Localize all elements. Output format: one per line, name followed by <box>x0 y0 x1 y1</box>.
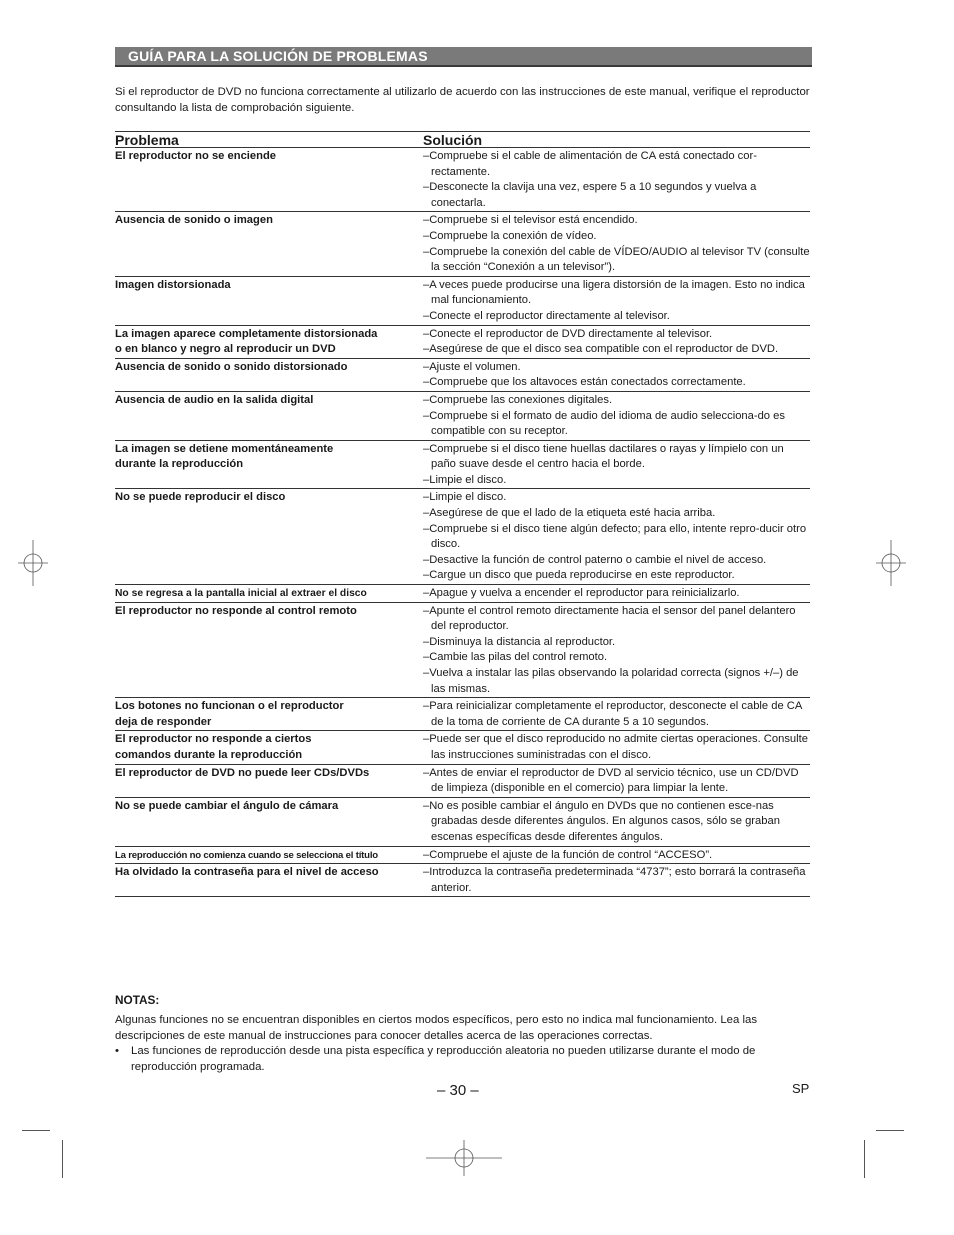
table-row <box>115 603 810 699</box>
solution-cell <box>423 277 810 325</box>
crop-mark-right-v <box>864 1140 865 1178</box>
table-row <box>115 392 810 441</box>
crop-mark-left-v <box>62 1140 63 1178</box>
registration-mark-left-icon <box>18 540 48 586</box>
table-row <box>115 698 810 731</box>
solution-item: –Asegúrese de que el lado de la etiqueta esté hacia arriba. <box>423 507 716 520</box>
solution-cell <box>423 864 810 896</box>
bullet-text: Las funciones de reproducción desde una pista específica y reproducción aleatoria no pueden utilizarse durante el modo de reproducción programada. <box>131 1045 756 1073</box>
solution-cell <box>423 765 810 797</box>
table-row <box>115 277 810 326</box>
solution-cell <box>423 489 810 584</box>
table-row <box>115 585 810 603</box>
solution-item: –Compruebe si el formato de audio del idioma de audio selecciona-do es compatible con su receptor. <box>423 409 785 438</box>
notes-bullet <box>115 1044 815 1075</box>
solution-column-header: Solución <box>423 132 483 148</box>
solution-item: –Compruebe la conexión del cable de VÍDEO/AUDIO al televisor TV (consulte la sección “Conexión a un televisor”). <box>423 245 810 274</box>
solution-cell <box>423 603 810 698</box>
solution-item: –Apunte el control remoto directamente hacia el sensor del panel delantero del reproductor. <box>423 604 796 633</box>
solution-cell <box>423 148 810 211</box>
registration-mark-right-icon <box>876 540 906 586</box>
bullet-symbol: • <box>115 1045 119 1057</box>
solution-item: –Conecte el reproductor de DVD directamente al televisor. <box>423 327 713 340</box>
solution-cell <box>423 441 810 489</box>
solution-item: –Disminuya la distancia al reproductor. <box>423 635 616 648</box>
solution-item: –Compruebe si el cable de alimentación de CA está conectado cor-rectamente. <box>423 150 757 178</box>
solution-item: –Vuelva a instalar las pilas observando la polaridad correcta (signos +/–) de las mismas. <box>423 667 799 695</box>
table-row <box>115 798 810 847</box>
problem-cell: La imagen aparece completamente distorsionada o en blanco y negro al reproducir un DVD <box>115 327 378 356</box>
solution-item: –Desactive la función de control paterno o cambie el nivel de acceso. <box>423 553 767 566</box>
problem-cell: No se puede reproducir el disco <box>115 491 286 504</box>
troubleshooting-table <box>115 148 810 897</box>
table-row <box>115 212 810 276</box>
solution-cell <box>423 392 810 440</box>
solution-item: –Compruebe las conexiones digitales. <box>423 393 613 406</box>
table-row <box>115 847 810 865</box>
solution-item: –Compruebe el ajuste de la función de control “ACCESO”. <box>423 848 713 861</box>
solution-item: –Ajuste el volumen. <box>423 360 521 373</box>
solution-item: –Compruebe que los altavoces están conectados correctamente. <box>423 376 746 389</box>
problem-cell: El reproductor no responde a ciertos comandos durante la reproducción <box>115 733 312 761</box>
solution-item: –Compruebe si el disco tiene huellas dactilares o rayas y límpielo con un paño suave desde el centro hacia el borde. <box>423 442 784 471</box>
solution-cell <box>423 798 810 846</box>
problem-cell: Ausencia de audio en la salida digital <box>115 393 314 406</box>
problem-cell: No se regresa a la pantalla inicial al extraer el disco <box>115 588 367 600</box>
solution-item: –Apague y vuelva a encender el reproductor para reinicializarlo. <box>423 587 740 600</box>
solution-item: –Para reinicializar completamente el reproductor, desconecte el cable de CA de la toma de corriente de CA durante 5 a 10 segundos. <box>423 700 802 728</box>
problem-cell: Los botones no funcionan o el reproductor deja de responder <box>115 700 344 728</box>
intro-paragraph: Si el reproductor de DVD no funciona correctamente al utilizarlo de acuerdo con las instrucciones de este manual, verifique el reproductor consultando la lista de comprobación siguiente. <box>115 86 810 114</box>
section-title: GUÍA PARA LA SOLUCIÓN DE PROBLEMAS <box>128 48 428 64</box>
solution-item: –Cambie las pilas del control remoto. <box>423 651 608 664</box>
table-row <box>115 864 810 897</box>
solution-cell <box>423 731 810 763</box>
table-row <box>115 489 810 585</box>
problem-cell: El reproductor no se enciende <box>115 150 277 162</box>
page-number: – 30 – <box>437 1082 479 1099</box>
solution-cell <box>423 847 810 864</box>
table-header <box>115 131 810 148</box>
solution-item: –Compruebe si el televisor está encendido. <box>423 214 638 227</box>
table-row <box>115 731 810 764</box>
language-code: SP <box>792 1081 810 1096</box>
table-row <box>115 765 810 798</box>
problem-cell: El reproductor de DVD no puede leer CDs/DVDs <box>115 766 370 779</box>
solution-item: –Introduzca la contraseña predeterminada “4737”; esto borrará la contraseña anterior. <box>423 866 806 894</box>
solution-item: –No es posible cambiar el ángulo en DVDs que no contienen esce-nas grabadas desde diferentes ángulos. En algunos casos, sólo se graban escenas específicas desde diferentes ángulos. <box>423 799 780 843</box>
solution-item: –Limpie el disco. <box>423 473 507 486</box>
table-row <box>115 441 810 490</box>
problem-cell: El reproductor no responde al control remoto <box>115 604 357 617</box>
solution-item: –A veces puede producirse una ligera distorsión de la imagen. Esto no indica mal funcionamiento. <box>423 278 805 307</box>
solution-item: –Desconecte la clavija una vez, espere 5 a 10 segundos y vuelva a conectarla. <box>423 181 757 209</box>
problem-cell: Ausencia de sonido o imagen <box>115 214 273 227</box>
solution-item: –Antes de enviar el reproductor de DVD al servicio técnico, use un CD/DVD de limpieza (disponible en el comercio) para limpiar la lente. <box>423 766 799 795</box>
notes-title: NOTAS: <box>115 993 160 1007</box>
section-header <box>115 47 812 67</box>
table-row <box>115 326 810 359</box>
solution-item: –Compruebe la conexión de vídeo. <box>423 229 597 242</box>
crop-mark-left-h <box>22 1130 50 1131</box>
problem-cell: La imagen se detiene momentáneamente durante la reproducción <box>115 442 334 471</box>
solution-cell <box>423 698 810 730</box>
problem-cell: Imagen distorsionada <box>115 278 231 291</box>
problem-cell: Ha olvidado la contraseña para el nivel de acceso <box>115 866 379 879</box>
solution-cell <box>423 585 810 602</box>
problem-cell: Ausencia de sonido o sonido distorsionado <box>115 360 348 373</box>
crop-mark-right-h <box>876 1130 904 1131</box>
notes-text: Algunas funciones no se encuentran disponibles en ciertos modos específicos, pero esto no indica mal funcionamiento. Lea las descripciones de este manual de instrucciones para conocer detalles acerca de las operaciones correctas. <box>115 1014 758 1042</box>
solution-cell <box>423 212 810 275</box>
problem-cell: La reproducción no comienza cuando se selecciona el título <box>115 849 378 861</box>
table-row <box>115 359 810 392</box>
solution-item: –Puede ser que el disco reproducido no admite ciertas operaciones. Consulte las instrucciones suministradas con el disco. <box>423 733 808 761</box>
solution-item: –Conecte el reproductor directamente al televisor. <box>423 309 670 322</box>
solution-item: –Limpie el disco. <box>423 491 507 504</box>
solution-item: –Compruebe si el disco tiene algún defecto; para ello, intente repro-ducir otro disco. <box>423 522 807 551</box>
solution-cell <box>423 359 810 391</box>
table-row <box>115 148 810 212</box>
registration-mark-bottom-icon <box>426 1140 502 1176</box>
solution-item: –Asegúrese de que el disco sea compatible con el reproductor de DVD. <box>423 343 779 356</box>
problem-column-header: Problema <box>115 132 179 148</box>
solution-item: –Cargue un disco que pueda reproducirse en este reproductor. <box>423 569 735 582</box>
solution-cell <box>423 326 810 358</box>
problem-cell: No se puede cambiar el ángulo de cámara <box>115 799 339 812</box>
